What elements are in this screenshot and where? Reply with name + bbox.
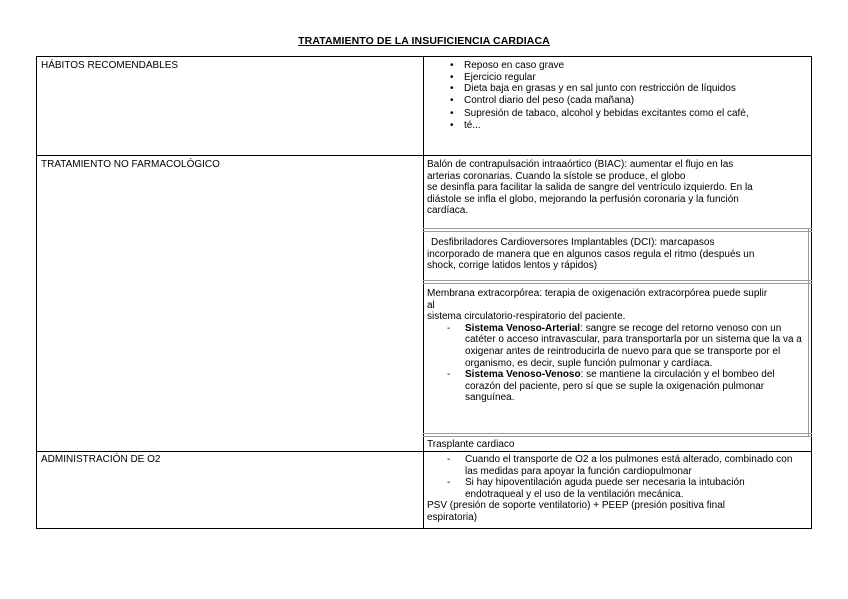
list-item: - Sistema Venoso-Arterial: sangre se recoge del retorno venoso con un catéter o acceso intravascular, para transportarla por un sistema que la va a oxigenar antes de reintroducirla de nuevo para que se transporte por el organismo, es decir, suple función pulmonar y cardíaca. xyxy=(447,322,802,369)
o2-list xyxy=(427,454,807,500)
o2-cell xyxy=(427,454,807,524)
row-divider-2 xyxy=(36,451,812,452)
row-label-no-farmacologico: TRATAMIENTO NO FARMACOLÓGICO xyxy=(41,159,220,170)
table-border-top xyxy=(36,56,812,57)
subcell-divider-2b xyxy=(423,283,812,284)
habitos-list xyxy=(427,60,807,132)
psv-line: PSV (presión de soporte ventilatorio) + PEEP (presión positiva final xyxy=(427,500,726,512)
trasplante-cell: Trasplante cardiaco xyxy=(427,439,515,450)
document-title: TRATAMIENTO DE LA INSUFICIENCIA CARDIACA xyxy=(298,35,550,47)
list-item: • Control diario del peso (cada mañana) xyxy=(450,94,635,106)
dci-line: incorporado de manera que en algunos casos regula el ritmo (después un xyxy=(427,248,755,260)
row-label-o2: ADMINISTRACIÓN DE O2 xyxy=(41,454,161,465)
psv-line: espiratoria) xyxy=(427,511,478,523)
biac-line: Balón de contrapulsación intraaórtico (BIAC): aumentar el flujo en las xyxy=(427,159,734,170)
habitos-cell xyxy=(427,60,807,132)
list-item: - Cuando el transporte de O2 a los pulmones está alterado, combinado con las medidas para apoyar la función cardiopulmonar xyxy=(447,454,793,477)
biac-line: se desinfla para facilitar la salida de sangre del ventrículo izquierdo. En la xyxy=(427,182,753,194)
biac-cell xyxy=(427,159,807,217)
list-item: • Ejercicio regular xyxy=(450,71,536,83)
subcell-divider-1b xyxy=(423,231,812,232)
list-item: • Dieta baja en grasas y en sal junto con restricción de líquidos xyxy=(450,83,736,95)
ecmo-line: al xyxy=(427,299,435,311)
biac-line: arterias coronarias. Cuando la sístole se produce, el globo xyxy=(427,170,686,182)
row-divider-1 xyxy=(36,155,812,156)
list-item: • Supresión de tabaco, alcohol y bebidas excitantes como el café, xyxy=(450,108,749,120)
list-item: • Reposo en caso grave xyxy=(450,60,565,71)
table-border-bottom xyxy=(36,528,812,529)
dci-cell xyxy=(427,237,807,272)
subcell-divider-3b xyxy=(423,436,812,437)
list-item: - Si hay hipoventilación aguda puede ser necesaria la intubación endotraqueal y el uso de la ventilación mecánica. xyxy=(447,477,745,500)
list-item: - Sistema Venoso-Venoso: se mantiene la circulación y el bombeo del corazón del paciente, pero sí que se suple la oxigenación pulmonar sanguínea. xyxy=(447,369,775,404)
biac-line: cardíaca. xyxy=(427,205,469,217)
table-border-right xyxy=(811,56,812,528)
ecmo-types-list xyxy=(427,323,807,404)
ecmo-cell xyxy=(427,288,807,404)
list-item: • té... xyxy=(450,119,481,131)
table-border-left xyxy=(36,56,37,528)
subcell-right-edge xyxy=(808,228,809,436)
ecmo-line: sistema circulatorio-respiratorio del paciente. xyxy=(427,311,626,323)
biac-line: diástole se infla el globo, mejorando la perfusión coronaria y la función xyxy=(427,193,739,205)
subcell-divider-1 xyxy=(423,228,812,229)
subcell-divider-3 xyxy=(423,433,812,434)
row-label-habitos: HÁBITOS RECOMENDABLES xyxy=(41,60,179,71)
column-divider xyxy=(423,56,424,528)
dci-line: shock, corrige latidos lentos y rápidos) xyxy=(427,260,598,272)
subcell-divider-2 xyxy=(423,280,812,281)
dci-line: Desfibriladores Cardioversores Implantables (DCI): marcapasos xyxy=(431,237,715,248)
ecmo-line: Membrana extracorpórea: terapia de oxigenación extracorpórea puede suplir xyxy=(427,288,768,299)
